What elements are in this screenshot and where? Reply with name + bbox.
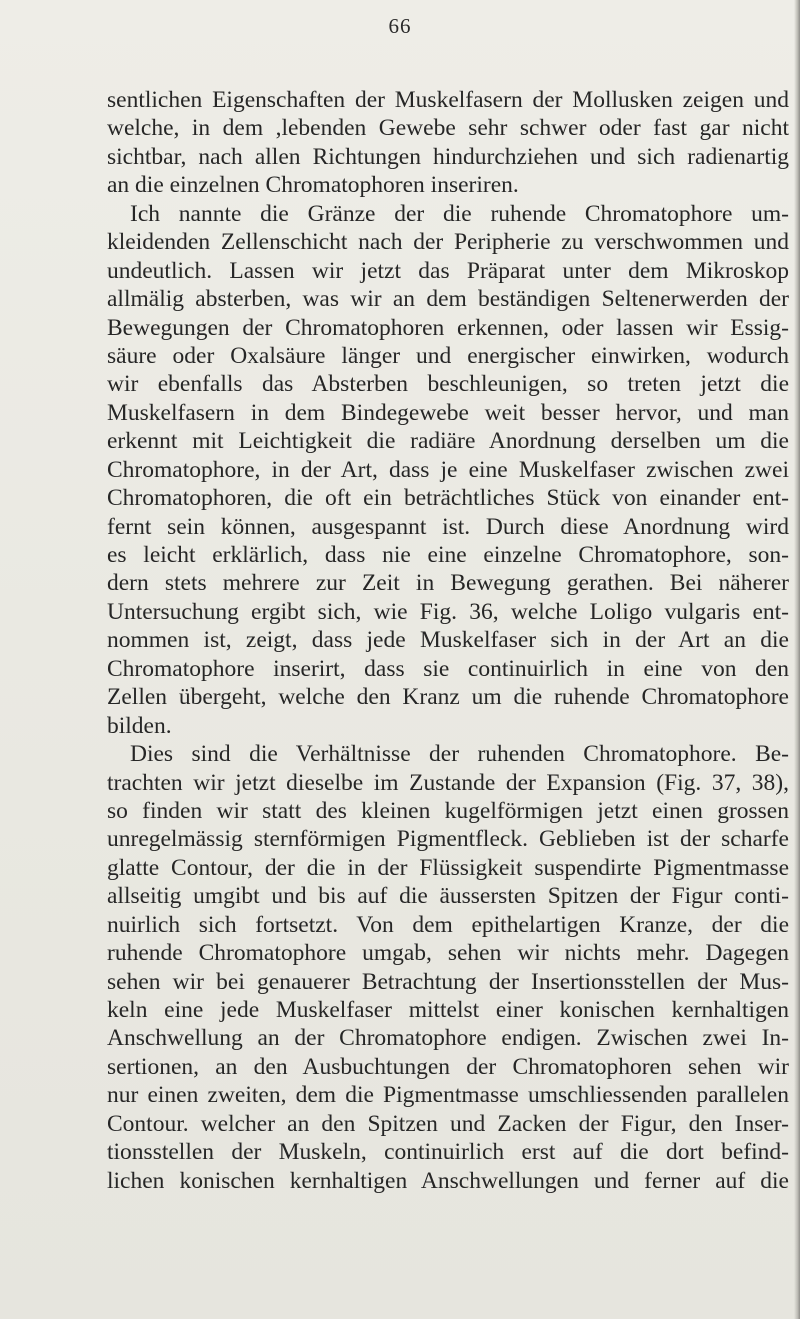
text-line: wir ebenfalls das Absterben beschleunigen, so treten jetzt die [107, 371, 789, 398]
text-line: fernt sein können, ausgespannt ist. Durch diese Anordnung wird [107, 513, 789, 540]
text-line: Chromatophore inserirt, dass sie continuirlich in eine von den [107, 655, 789, 682]
text-line: es leicht erklärlich, dass nie eine einzelne Chromatophore, son- [107, 542, 789, 568]
text-line: sertionen, an den Ausbuchtungen der Chromatophoren sehen wir [107, 1053, 789, 1080]
text-line: unregelmässig sternförmigen Pigmentfleck. Geblieben ist der scharfe [107, 826, 789, 853]
text-line: kleidenden Zellenschicht nach der Peripherie zu verschwommen und [107, 229, 789, 256]
text-line: Untersuchung ergibt sich, wie Fig. 36, welche Loligo vulgaris ent- [107, 598, 789, 625]
text-line: erkennt mit Leichtigkeit die radiäre Anordnung derselben um die [107, 428, 789, 455]
text-line: Ich nannte die Gränze der die ruhende Chromatophore um- [130, 200, 789, 227]
text-line: lichen konischen kernhaltigen Anschwellungen und ferner auf die [107, 1167, 789, 1194]
text-line: sentlichen Eigenschaften der Muskelfasern der Mollusken zeigen und [107, 87, 789, 113]
text-line: säure oder Oxalsäure länger und energischer einwirken, wodurch [107, 342, 789, 369]
text-line: glatte Contour, der die in der Flüssigkeit suspendirte Pigmentmasse [107, 854, 789, 881]
text-line: nuirlich sich fortsetzt. Von dem epithelartigen Kranze, der die [107, 911, 789, 938]
text-line: bilden. [107, 712, 172, 739]
text-line: nur einen zweiten, dem die Pigmentmasse umschliessenden parallelen [107, 1082, 789, 1109]
text-line: Dies sind die Verhältnisse der ruhenden Chromatophore. Be- [130, 741, 789, 768]
text-line: trachten wir jetzt dieselbe im Zustande der Expansion (Fig. 37, 38), [107, 769, 789, 796]
text-line: nommen ist, zeigt, dass jede Muskelfaser sich in der Art an die [107, 627, 789, 654]
text-line: ruhende Chromatophore umgab, sehen wir nichts mehr. Dagegen [107, 940, 789, 967]
text-line: Chromatophore, in der Art, dass je eine Muskelfaser zwischen zwei [107, 456, 789, 483]
text-line: welche, in dem ,lebenden Gewebe sehr schwer oder fast gar nicht [107, 115, 789, 142]
text-line: so finden wir statt des kleinen kugelförmigen jetzt einen grossen [107, 797, 789, 824]
text-line: an die einzelnen Chromatophoren inseriren. [107, 172, 519, 199]
text-line: Zellen übergeht, welche den Kranz um die ruhende Chromatophore [107, 684, 789, 711]
text-line: allseitig umgibt und bis auf die äussersten Spitzen der Figur conti- [107, 883, 789, 910]
text-line: dern stets mehrere zur Zeit in Bewegung gerathen. Bei näherer [107, 570, 789, 597]
text-line: Bewegungen der Chromatophoren erkennen, oder lassen wir Essig- [107, 314, 789, 341]
text-line: sichtbar, nach allen Richtungen hindurchziehen und sich radienartig [107, 143, 789, 170]
page-number: 66 [388, 14, 412, 38]
text-line: sehen wir bei genauerer Betrachtung der Insertionsstellen der Mus- [107, 968, 789, 995]
text-line: undeutlich. Lassen wir jetzt das Präparat unter dem Mikroskop [107, 257, 789, 284]
text-line: tionsstellen der Muskeln, continuirlich erst auf die dort befind- [107, 1139, 789, 1166]
text-line: Chromatophoren, die oft ein beträchtliches Stück von einander ent- [107, 485, 789, 512]
text-line: keln eine jede Muskelfaser mittelst einer konischen kernhaltigen [107, 997, 789, 1023]
text-line: allmälig absterben, was wir an dem beständigen Seltenerwerden der [107, 286, 789, 313]
text-line: Contour. welcher an den Spitzen und Zacken der Figur, den Inser- [107, 1110, 789, 1137]
body-text [107, 86, 797, 1195]
page-edge-shadow [794, 0, 800, 1319]
text-line: Anschwellung an der Chromatophore endigen. Zwischen zwei In- [107, 1025, 789, 1052]
text-line: Muskelfasern in dem Bindegewebe weit besser hervor, und man [107, 399, 789, 426]
